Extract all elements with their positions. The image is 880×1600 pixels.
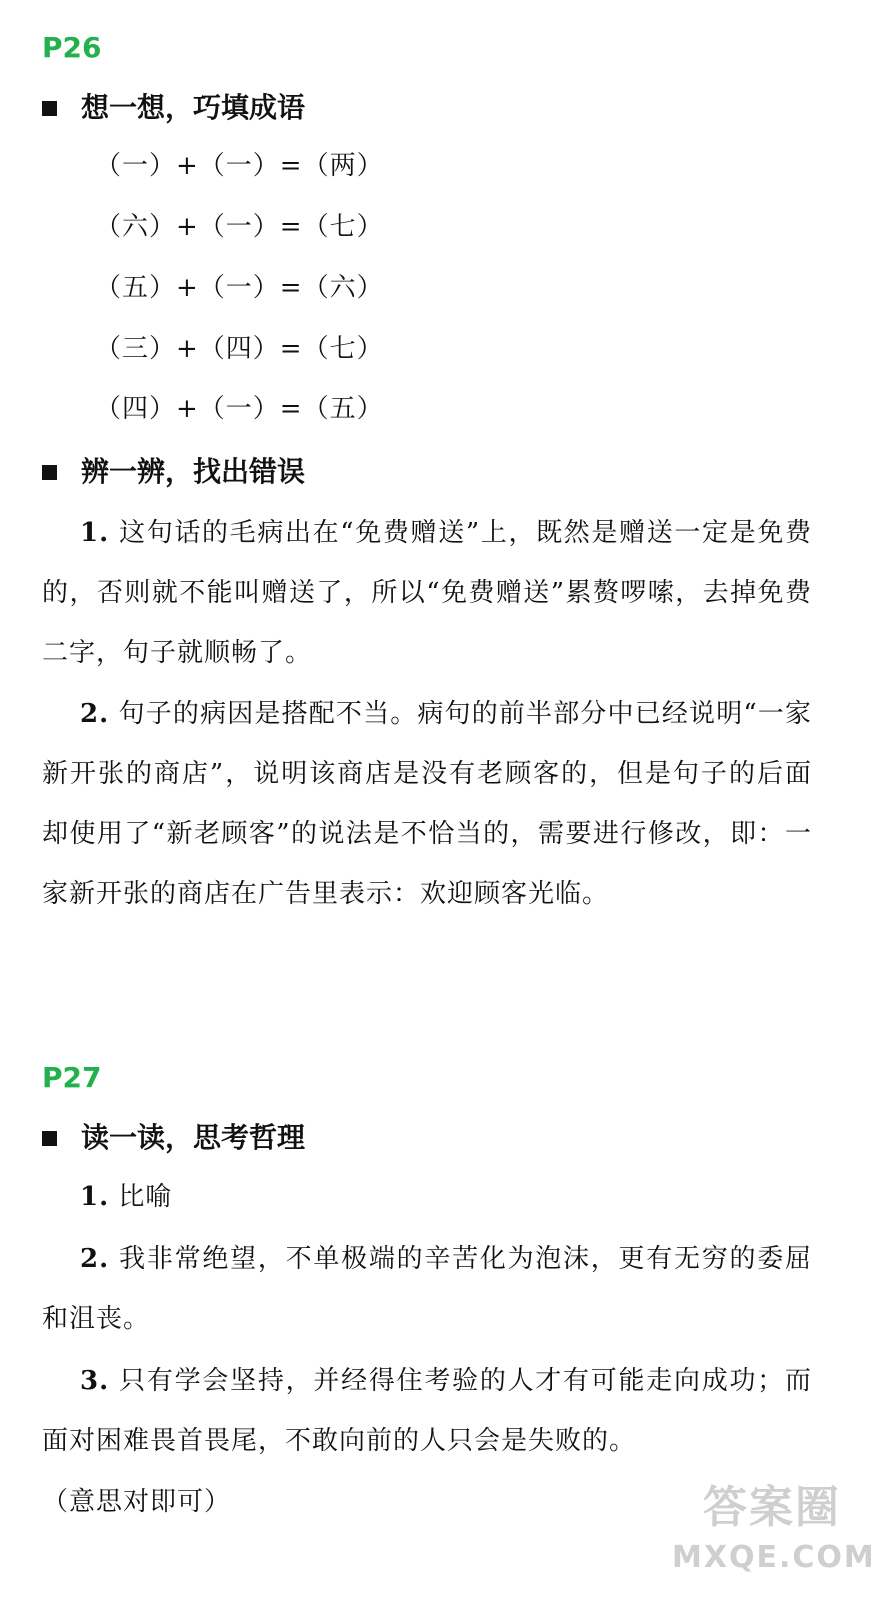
square-bullet-icon	[42, 465, 57, 480]
watermark-domain: MXQE.COM	[672, 1540, 876, 1575]
answer-paragraph-1	[42, 1167, 812, 1227]
idiom-equation: （三）+（四）=（七）	[95, 334, 384, 364]
watermark-logo	[672, 1478, 876, 1593]
page-label-p26: P26	[42, 31, 102, 64]
section-heading-read	[42, 1118, 305, 1158]
item-number: 1.	[80, 1182, 110, 1212]
item-number: 1.	[80, 518, 110, 548]
item-number: 3.	[80, 1366, 110, 1396]
item-number: 2.	[80, 1244, 110, 1274]
square-bullet-icon	[42, 1131, 57, 1146]
section-heading-identify	[42, 452, 305, 492]
square-bullet-icon	[42, 101, 57, 116]
section-title: 想一想，巧填成语	[81, 91, 306, 124]
item-number: 2.	[80, 699, 110, 729]
answer-paragraph-2	[42, 684, 812, 924]
idiom-equation: （一）+（一）=（两）	[95, 151, 384, 181]
item-text: 这句话的毛病出在“免费赠送”上，既然是赠送一定是免费的，否则就不能叫赠送了，所以“免费赠送”累赘啰嗦，去掉免费二字，句子就顺畅了。	[42, 518, 812, 668]
answer-paragraph-3	[42, 1351, 812, 1471]
section-title: 读一读，思考哲理	[81, 1121, 306, 1154]
page-label-p27: P27	[42, 1061, 102, 1094]
idiom-equation: （四）+（一）=（五）	[95, 394, 384, 424]
answer-paragraph-1	[42, 503, 812, 683]
section-heading-think	[42, 88, 305, 128]
watermark-text: 答案圈	[703, 1482, 841, 1533]
answer-note: （意思对即可）	[42, 1487, 232, 1517]
item-text: 句子的病因是搭配不当。病句的前半部分中已经说明“一家新开张的商店”，说明该商店是没有老顾客的，但是句子的后面却使用了“新老顾客”的说法是不恰当的，需要进行修改，即：一家新开张的商店在广告里表示：欢迎顾客光临。	[42, 699, 812, 909]
item-text: 比喻	[109, 1182, 173, 1212]
item-text: 我非常绝望，不单极端的辛苦化为泡沫，更有无穷的委屈和沮丧。	[42, 1244, 812, 1334]
item-text: 只有学会坚持，并经得住考验的人才有可能走向成功；而面对困难畏首畏尾，不敢向前的人只会是失败的。	[42, 1366, 812, 1456]
idiom-equation: （六）+（一）=（七）	[95, 212, 384, 242]
answer-paragraph-2	[42, 1229, 812, 1349]
idiom-equation: （五）+（一）=（六）	[95, 273, 384, 303]
section-title: 辨一辨，找出错误	[81, 455, 306, 488]
